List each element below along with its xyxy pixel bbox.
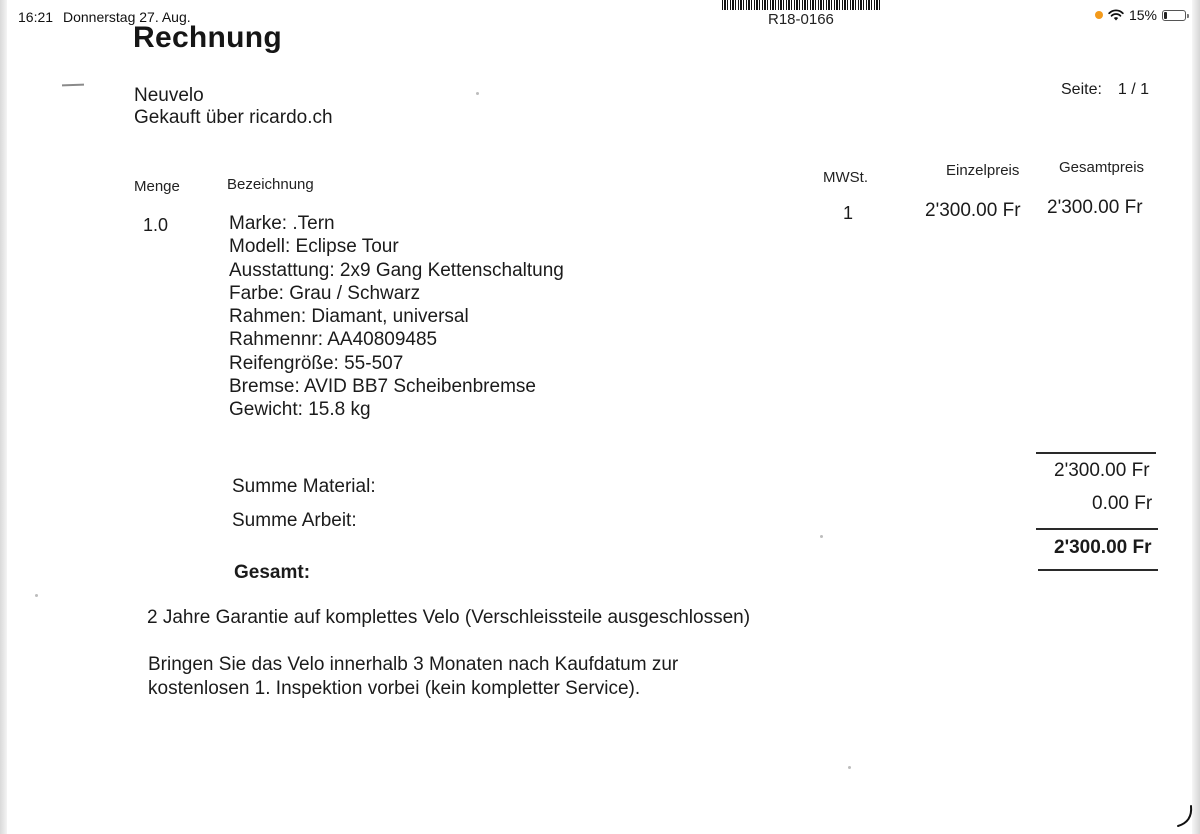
item-unit-price: 2'300.00 Fr xyxy=(925,200,1021,221)
column-header-qty: Menge xyxy=(134,178,180,195)
labor-sum-label: Summe Arbeit: xyxy=(232,510,357,531)
column-header-unit-price: Einzelpreis xyxy=(946,162,1020,179)
scan-speck xyxy=(820,535,823,538)
item-description-line: Rahmen: Diamant, universal xyxy=(229,306,469,328)
totals-rule-bottom xyxy=(1038,569,1158,571)
scan-speck xyxy=(35,594,38,597)
item-description-line: Farbe: Grau / Schwarz xyxy=(229,282,421,304)
wifi-icon xyxy=(1108,9,1124,21)
item-description-line: Ausstattung: 2x9 Gang Kettenschaltung xyxy=(229,259,564,281)
scan-speck xyxy=(848,766,851,769)
item-total-price: 2'300.00 Fr xyxy=(1047,197,1143,218)
item-description-line: Rahmennr: AA40809485 xyxy=(229,329,438,351)
status-time: 16:21 xyxy=(18,9,54,25)
material-sum-value: 2'300.00 Fr xyxy=(1054,460,1150,481)
item-qty: 1.0 xyxy=(143,215,169,235)
item-description-line: Modell: Eclipse Tour xyxy=(229,236,399,258)
labor-sum-value: 0.00 Fr xyxy=(1092,493,1153,514)
column-header-vat: MWSt. xyxy=(823,169,868,186)
inspection-line: Bringen Sie das Velo innerhalb 3 Monaten nach Kaufdatum zur xyxy=(148,654,679,675)
totals-rule-middle xyxy=(1036,528,1158,530)
grand-total-value: 2'300.00 Fr xyxy=(1054,537,1152,558)
totals-rule-top xyxy=(1036,452,1156,454)
warranty-note xyxy=(147,606,750,630)
item-description xyxy=(229,212,564,422)
battery-percentage: 15% xyxy=(1128,7,1157,23)
barcode-number: R18-0166 xyxy=(768,11,834,28)
grand-total-label: Gesamt: xyxy=(234,562,311,583)
battery-icon xyxy=(1162,10,1186,21)
item-description-line: Marke: .Tern xyxy=(229,213,335,234)
privacy-indicator-dot xyxy=(1095,11,1103,19)
warranty-text: 2 Jahre Garantie auf komplettes Velo (Verschleissteile ausgeschlossen) xyxy=(147,607,751,628)
page-label: Seite: xyxy=(1061,81,1102,98)
page-curl-icon xyxy=(1176,804,1194,828)
inspection-note xyxy=(148,653,678,701)
item-description-line: Reifengröße: 55-507 xyxy=(229,352,404,374)
status-date: Donnerstag 27. Aug. xyxy=(63,9,191,25)
column-header-description: Bezeichnung xyxy=(227,176,314,193)
barcode xyxy=(722,0,880,10)
seller-name: Neuvelo xyxy=(134,85,204,106)
column-header-total-price: Gesamtpreis xyxy=(1059,159,1145,176)
seller-block xyxy=(134,85,333,129)
item-description-line: Gewicht: 15.8 kg xyxy=(229,399,371,421)
scan-edge-right xyxy=(1192,0,1200,834)
inspection-line: kostenlosen 1. Inspektion vorbei (kein kompletter Service). xyxy=(148,678,641,699)
status-indicators xyxy=(1095,7,1186,23)
material-sum-label: Summe Material: xyxy=(232,476,376,497)
scan-edge-left xyxy=(0,0,7,834)
invoice-title: Rechnung xyxy=(133,21,283,54)
item-description-line: Bremse: AVID BB7 Scheibenbremse xyxy=(229,376,536,398)
item-vat: 1 xyxy=(843,203,854,223)
page-indicator xyxy=(1061,81,1149,99)
scan-mark xyxy=(62,84,84,87)
seller-channel: Gekauft über ricardo.ch xyxy=(134,107,333,128)
page-value: 1 / 1 xyxy=(1117,81,1150,98)
scan-speck xyxy=(476,92,479,95)
